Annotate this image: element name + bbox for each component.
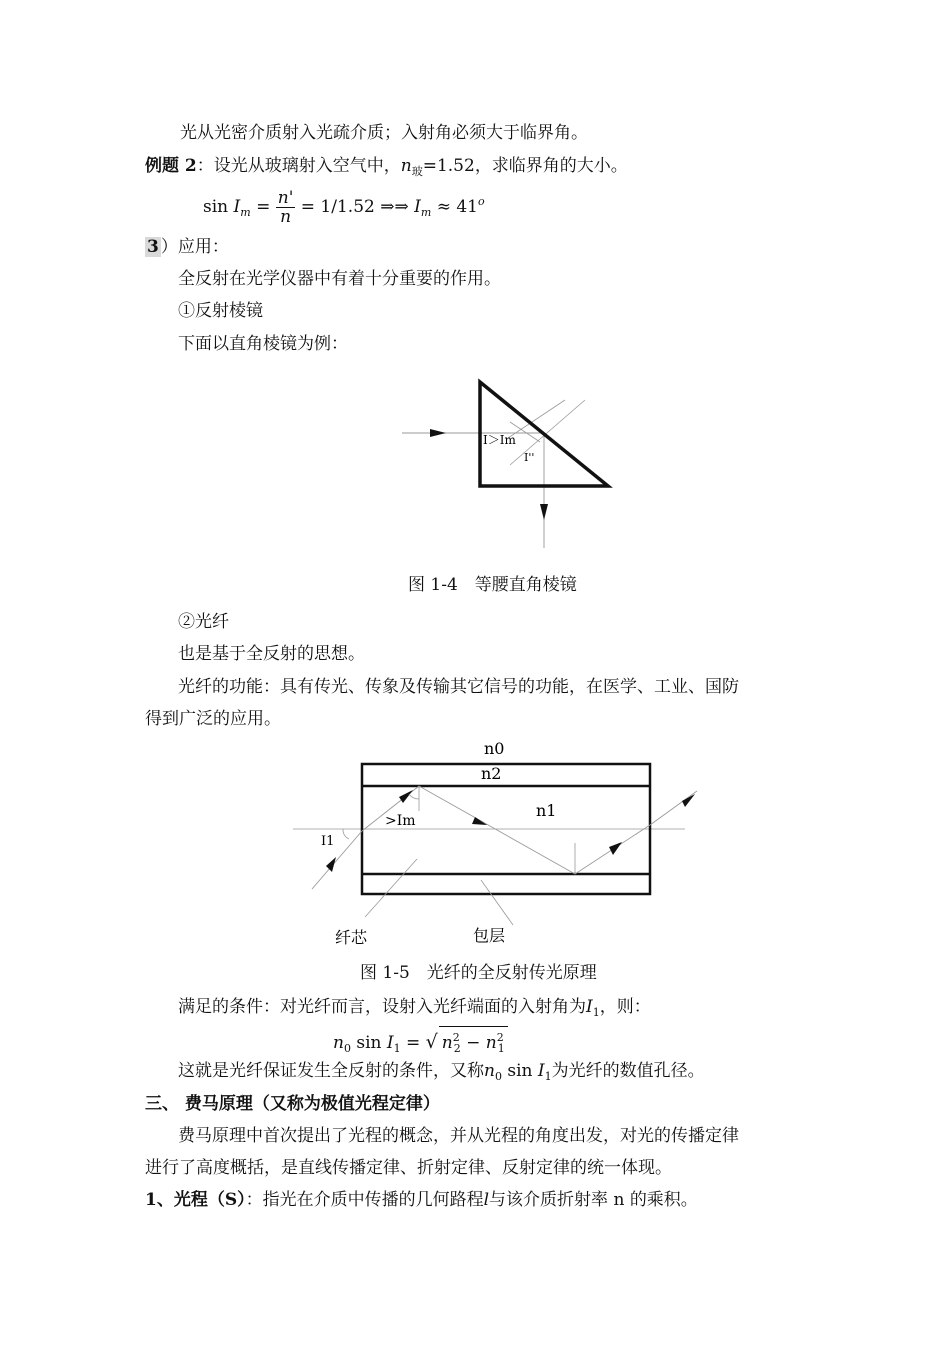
fermat-para-1: 费马原理中首次提出了光程的概念，并从光程的角度出发，对光的传播定律 bbox=[178, 1126, 739, 1146]
sqrt-body bbox=[439, 1026, 508, 1060]
figure-1-5-caption: 图 1-5 光纤的全反射传光原理 bbox=[360, 963, 597, 983]
I-symbol: I bbox=[586, 997, 593, 1017]
entering-ray bbox=[312, 831, 362, 889]
example-text-before: 设光从玻璃射入空气中， bbox=[213, 156, 401, 176]
n-subscript: 玻 bbox=[411, 165, 423, 178]
I-symbol-2: I bbox=[414, 197, 421, 217]
label-core: 纤芯 bbox=[335, 928, 368, 947]
n2-symbol: n bbox=[441, 1033, 453, 1053]
degree-symbol: o bbox=[477, 195, 485, 208]
arrow-2 bbox=[472, 817, 487, 825]
I-symbol: I bbox=[233, 197, 241, 217]
section-3-heading bbox=[145, 236, 229, 258]
label-n2: n2 bbox=[481, 764, 502, 783]
section-number: 3 bbox=[147, 237, 159, 257]
entering-arrow bbox=[326, 857, 336, 872]
normal-line-2 bbox=[508, 400, 565, 438]
denominator: n bbox=[280, 207, 292, 227]
figure-1-5-fiber bbox=[285, 735, 715, 950]
example-label: 例题 2 bbox=[145, 156, 197, 176]
definition-text-after: 的乘积。 bbox=[629, 1190, 698, 1210]
minus: − bbox=[466, 1033, 481, 1053]
I-subscript: 1 bbox=[592, 1006, 600, 1019]
fiber-function-1: 光纤的功能：具有传光、传象及传输其它信号的功能，在医学、工业、国防 bbox=[178, 677, 739, 697]
example-text-after: ，求临界角的大小。 bbox=[474, 156, 628, 176]
equals: = bbox=[406, 1033, 421, 1053]
example-colon: ： bbox=[196, 156, 214, 176]
n0-symbol: n bbox=[333, 1033, 344, 1053]
na-paragraph bbox=[178, 1060, 705, 1088]
n0-subscript: 0 bbox=[343, 1042, 351, 1055]
I1-symbol: I bbox=[537, 1061, 545, 1081]
angle-arc-entry bbox=[343, 829, 349, 839]
label-n1: n1 bbox=[536, 801, 557, 820]
equals: = bbox=[256, 197, 271, 217]
critical-angle-formula bbox=[203, 184, 485, 227]
definition-text-middle: 与该介质折射率 bbox=[489, 1190, 609, 1210]
figure-1-4-caption: 图 1-4 等腰直角棱镜 bbox=[408, 575, 577, 595]
arrow-3 bbox=[609, 842, 622, 855]
angle-arc-top bbox=[409, 794, 419, 799]
sin-label: sin bbox=[203, 197, 229, 217]
I1-subscript: 1 bbox=[544, 1070, 552, 1083]
n-symbol: n bbox=[613, 1190, 625, 1210]
exiting-ray bbox=[650, 791, 697, 825]
n0-symbol: n bbox=[484, 1061, 495, 1081]
n1-symbol: n bbox=[485, 1033, 497, 1053]
n-value: =1.52 bbox=[422, 156, 475, 176]
fermat-heading: 三、 费马原理（又称为极值光程定律） bbox=[145, 1094, 440, 1114]
label-reflected: I'' bbox=[524, 451, 535, 464]
definition-text-before: ：指光在介质中传播的几何路程 bbox=[245, 1190, 484, 1210]
core-leader bbox=[365, 859, 417, 917]
na-text-before: 这就是光纤保证发生全反射的条件，又称 bbox=[178, 1061, 484, 1081]
condition-text bbox=[178, 996, 651, 1024]
sqrt-sign: √ bbox=[425, 1031, 438, 1053]
m-subscript: m bbox=[240, 206, 251, 219]
exit-arrow bbox=[540, 504, 548, 520]
fraction bbox=[276, 189, 296, 226]
label-incidence: I＞Im bbox=[483, 433, 516, 447]
I1-symbol: I bbox=[386, 1033, 394, 1053]
tir-condition-text: 光从光密介质射入光疏介质；入射角必须大于临界角。 bbox=[180, 123, 588, 143]
normal-line bbox=[510, 400, 585, 465]
rhs: = 1/1.52 ⇒⇒ bbox=[300, 197, 409, 217]
definition-prefix: 1、光程（S） bbox=[145, 1190, 246, 1210]
condition-end: ，则： bbox=[599, 997, 651, 1017]
n1-superscript: 2 bbox=[496, 1031, 504, 1044]
n-symbol: n bbox=[400, 156, 412, 176]
label-n0: n0 bbox=[484, 739, 505, 758]
prism-intro: 下面以直角棱镜为例： bbox=[178, 334, 348, 354]
label-I1: I1 bbox=[321, 834, 335, 849]
na-formula bbox=[333, 1026, 508, 1060]
fiber-basis: 也是基于全反射的思想。 bbox=[178, 644, 365, 664]
I1-subscript: 1 bbox=[393, 1042, 401, 1055]
optical-path-definition bbox=[145, 1189, 698, 1211]
n2-subscript: 2 bbox=[453, 1042, 461, 1055]
n0-subscript: 0 bbox=[494, 1070, 502, 1083]
figure-1-4-prism bbox=[390, 370, 630, 560]
fermat-para-2: 进行了高度概括，是直线传播定律、折射定律、反射定律的统一体现。 bbox=[145, 1158, 672, 1178]
n1-subscript: 1 bbox=[497, 1042, 505, 1055]
condition-body: 满足的条件：对光纤而言，设射入光纤端面的入射角为 bbox=[178, 997, 586, 1017]
label-gt-im: >Im bbox=[385, 813, 416, 829]
numerator: n' bbox=[277, 188, 294, 208]
section-title: 应用： bbox=[177, 237, 229, 257]
section-bracket: ） bbox=[160, 237, 178, 257]
item-fiber: ②光纤 bbox=[178, 612, 229, 632]
importance-text: 全反射在光学仪器中有着十分重要的作用。 bbox=[178, 269, 501, 289]
sin-label: sin bbox=[507, 1061, 533, 1081]
incident-arrow bbox=[430, 429, 446, 437]
n2-superscript: 2 bbox=[452, 1031, 460, 1044]
approx-value: ≈ 41 bbox=[436, 197, 478, 217]
na-text-after: 为光纤的数值孔径。 bbox=[551, 1061, 705, 1081]
l-symbol: l bbox=[483, 1190, 490, 1210]
fiber-function-2: 得到广泛的应用。 bbox=[145, 709, 281, 729]
arrow-4 bbox=[682, 794, 695, 807]
example-2 bbox=[145, 155, 628, 183]
sin-label: sin bbox=[356, 1033, 382, 1053]
item-prism: ①反射棱镜 bbox=[178, 301, 263, 321]
m-subscript-2: m bbox=[420, 206, 432, 219]
cladding-leader bbox=[481, 880, 513, 925]
label-cladding: 包层 bbox=[473, 926, 506, 945]
